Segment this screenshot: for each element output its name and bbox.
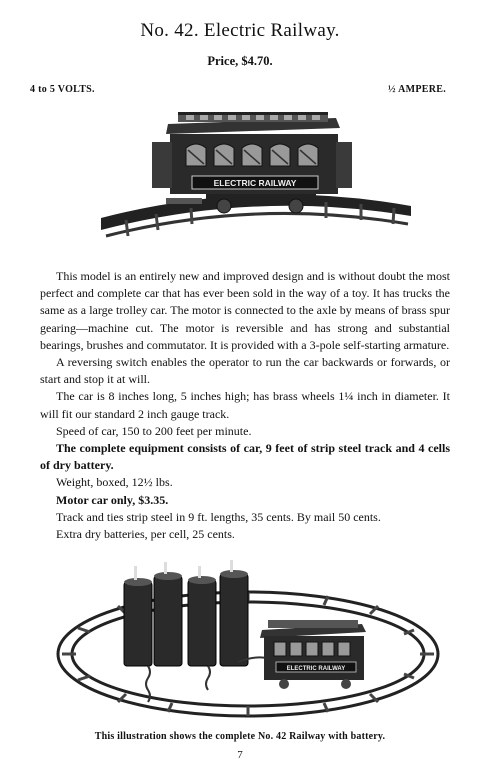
car-sign-text: ELECTRIC RAILWAY <box>213 178 297 188</box>
paragraph-speed: Speed of car, 150 to 200 feet per minute. <box>56 423 252 438</box>
description <box>40 268 450 543</box>
paragraph-battery-price: Extra dry batteries, per cell, 25 cents. <box>56 527 235 542</box>
page-number: 7 <box>237 749 243 761</box>
trolley-car-illustration <box>96 98 416 248</box>
page-title: No. 42. Electric Railway. <box>140 20 340 41</box>
paragraph-motor-price: Motor car only, $3.35. <box>56 492 169 507</box>
paragraph-track-price: Track and ties strip steel in 9 ft. lengths, 35 cents. By mail 50 cents. <box>56 509 381 524</box>
paragraph-dimensions: The car is 8 inches long, 5 inches high; has brass wheels 1¼ inch in diameter. It will fit our standard 2 inch gauge track. <box>40 389 450 421</box>
figure-caption: This illustration shows the complete No. 42 Railway with battery. <box>94 731 386 742</box>
amperage-spec: ½ AMPERE. <box>388 84 446 95</box>
paragraph-weight: Weight, boxed, 12½ lbs. <box>56 475 173 490</box>
paragraph-intro: This model is an entirely new and improved design and is without doubt the most perfect and complete car that has ever been sold in the way of a toy. It has trucks the same as a large trolley car. The motor is connected to the axle by means of brass spur gearing—machine cut. The motor is reversible and has strong and substantial bearings, brushes and commutator. It is provided with a 3-pole self-starting armature. <box>40 269 450 352</box>
paragraph-reversing-switch: A reversing switch enables the operator to run the car backwards or forwards, or start and stop it at will. <box>40 355 450 387</box>
car-sign-text-small: ELECTRIC RAILWAY <box>286 666 346 672</box>
price: Price, $4.70. <box>207 54 273 68</box>
complete-railway-illustration <box>48 558 444 730</box>
paragraph-equipment: The complete equipment consists of car, 9 feet of strip steel track and 4 cells of dry battery. <box>40 441 450 473</box>
voltage-spec: 4 to 5 VOLTS. <box>30 84 95 95</box>
